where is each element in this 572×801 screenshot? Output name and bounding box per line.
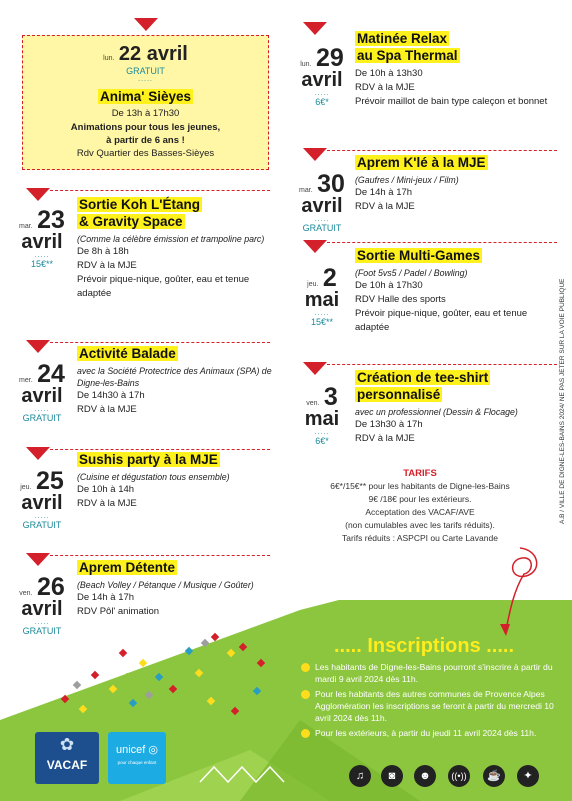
event-title: Matinée Relax: [357, 31, 448, 46]
red-triangle: [134, 18, 158, 31]
tarifs-section: [300, 467, 540, 545]
bullet-icon: [301, 729, 310, 738]
event-day-number: 23: [37, 206, 65, 234]
event-rdv: RDV à la MJE: [355, 201, 415, 212]
coffee-icon: ☕: [483, 765, 505, 787]
event-month: avril: [21, 598, 63, 620]
inscription-item: [300, 727, 570, 739]
date-block-24: [12, 362, 72, 423]
event-title: Aprem Détente: [79, 560, 176, 575]
event-subtitle: (Cuisine et dégustation tous ensemble): [77, 472, 230, 482]
event-title: Aprem K'lé à la MJE: [357, 155, 486, 170]
event-time: De 14h30 à 17h: [77, 390, 145, 401]
credit-line: [559, 224, 569, 524]
event-subtitle: avec la Société Protectrice des Animaux (SPA) de Digne-les-Bains: [77, 366, 272, 388]
event-title: Activité Balade: [79, 346, 176, 361]
event-month: avril: [21, 492, 63, 514]
event-time: De 13h à 17h30: [111, 108, 180, 119]
group-icon: ☻: [414, 765, 436, 787]
event-price: 15€**: [310, 317, 334, 327]
event-price: GRATUIT: [22, 413, 62, 423]
event-rdv: Rdv Quartier des Basses-Sièyes: [76, 148, 215, 159]
event-price: 6€*: [315, 97, 329, 107]
event-title: Sortie Koh L'Étang: [79, 197, 200, 212]
tarifs-line-3: Acceptation des VACAF/AVE: [365, 507, 475, 517]
event-rdv: RDV à la MJE: [355, 433, 415, 444]
red-triangle: [303, 148, 327, 161]
divider-line: [327, 150, 557, 151]
inscription-text: Pour les extérieurs, à partir du jeudi 11 avril 2024 dès 11h.: [315, 728, 537, 738]
date-block-23: [12, 208, 72, 269]
red-triangle: [26, 447, 50, 460]
unicef-globe-icon: ◎: [148, 744, 159, 756]
inscriptions-title: ..... Inscriptions .....: [334, 635, 515, 657]
event-body-30: [355, 155, 560, 214]
event-rdv: RDV à la MJE: [77, 498, 137, 509]
red-triangle: [26, 340, 50, 353]
event-desc-2: à partir de 6 ans !: [106, 135, 185, 146]
event-rdv: RDV à la MJE: [77, 260, 137, 271]
event-body-2: [355, 248, 560, 335]
event-body-3: [355, 370, 560, 446]
gaming-icon: ✦: [517, 765, 539, 787]
event-anima-sieyes: [22, 35, 269, 170]
dots-divider: .....: [314, 90, 330, 97]
unicef-tagline: pour chaque enfant: [117, 760, 157, 765]
event-time: De 8h à 18h: [77, 246, 129, 257]
event-month: avril: [21, 385, 63, 407]
event-subtitle: (Gaufres / Mini-jeux / Film): [355, 175, 459, 185]
event-month: mai: [304, 289, 340, 311]
event-time: De 14h à 17h: [355, 187, 413, 198]
event-day-number: 26: [36, 573, 65, 601]
event-day: jeu.: [307, 281, 319, 288]
divider-line: [327, 242, 557, 243]
event-title-line2: personnalisé: [357, 387, 441, 402]
date-block-3: [292, 385, 352, 446]
red-triangle: [303, 240, 327, 253]
event-body-23: [77, 197, 272, 301]
music-icon: ♫: [349, 765, 371, 787]
date-block-26: [12, 575, 72, 636]
event-day: mer.: [19, 377, 33, 384]
red-triangle: [303, 362, 327, 375]
vacaf-emblem-icon: ✿: [59, 735, 75, 754]
red-triangle: [26, 188, 50, 201]
vacaf-label: VACAF: [46, 758, 88, 772]
event-day: lun.: [103, 55, 115, 62]
event-desc-1: Animations pour tous les jeunes,: [70, 122, 221, 133]
event-price: 15€**: [30, 259, 54, 269]
bullet-icon: [301, 690, 310, 699]
event-rdv: RDV Pôl' animation: [77, 606, 160, 617]
event-day-number: 3: [323, 383, 338, 411]
event-date: 22 avril: [118, 43, 188, 65]
dots-divider: .....: [34, 513, 50, 520]
event-day-number: 30: [317, 170, 345, 198]
event-day: ven.: [306, 400, 320, 407]
event-title-line2: au Spa Thermal: [357, 48, 458, 63]
inscription-item: [300, 688, 570, 724]
date-block-25: [12, 469, 72, 530]
inscriptions-section: [300, 635, 570, 739]
event-subtitle: avec un professionnel (Dessin & Flocage): [355, 407, 518, 417]
dots-divider: .....: [314, 310, 330, 317]
event-title-line2: & Gravity Space: [79, 214, 183, 229]
event-month: avril: [21, 231, 63, 253]
dots-divider: .....: [314, 216, 330, 223]
event-time: De 10h à 14h: [77, 484, 135, 495]
event-rdv: RDV Halle des sports: [355, 294, 446, 305]
date-block-2: [292, 266, 352, 327]
vacaf-logo: [35, 732, 99, 784]
event-month: mai: [304, 408, 340, 430]
bullet-icon: [301, 663, 310, 672]
dots-divider: .....: [34, 406, 50, 413]
tarifs-line-5: Tarifs réduits : ASPCPI ou Carte Lavande: [342, 533, 498, 543]
event-body-25: [77, 452, 272, 511]
tarifs-line-1: 6€*/15€** pour les habitants de Digne-les-Bains: [330, 481, 510, 491]
divider-line: [50, 342, 270, 343]
divider-line: [50, 190, 270, 191]
event-body-26: [77, 560, 272, 619]
event-title: Création de tee-shirt: [357, 370, 489, 385]
red-triangle: [303, 22, 327, 35]
event-note: Prévoir maillot de bain type caleçon et bonnet: [355, 96, 548, 107]
event-time: De 10h à 17h30: [355, 280, 423, 291]
event-body-29: [355, 31, 560, 109]
event-day-number: 25: [35, 467, 64, 495]
event-day: mar.: [19, 223, 33, 230]
tarifs-line-4: (non cumulables avec les tarifs réduits).: [345, 520, 495, 530]
spiral-decoration: [470, 540, 550, 640]
red-triangle: [26, 553, 50, 566]
wifi-icon: ((•)): [448, 765, 470, 787]
event-price: GRATUIT: [22, 626, 62, 636]
event-rdv: RDV à la MJE: [77, 404, 137, 415]
event-price: GRATUIT: [126, 66, 165, 76]
divider-line: [50, 555, 270, 556]
event-subtitle: (Beach Volley / Pétanque / Musique / Goûter): [77, 580, 254, 590]
event-day: mar.: [299, 187, 313, 194]
inscription-text: Pour les habitants des autres communes de Provence Alpes Agglomération les inscriptions se feront à partir du mercredi 10 avril 2024 dès 11h.: [315, 689, 554, 723]
date-block-29: [292, 46, 352, 107]
event-time: De 14h à 17h: [77, 592, 135, 603]
event-day-number: 24: [37, 360, 65, 388]
event-month: avril: [301, 69, 343, 91]
date-block-30: [292, 172, 352, 233]
event-note: Prévoir pique-nique, goûter, eau et tenue adaptée: [77, 274, 250, 299]
event-day-number: 2: [322, 264, 337, 292]
event-day: jeu.: [20, 484, 32, 491]
event-time: De 10h à 13h30: [355, 68, 423, 79]
event-note: Prévoir pique-nique, goûter, eau et tenue adaptée: [355, 308, 528, 333]
inscription-text: Les habitants de Digne-les-Bains pourront s'inscrire à partir du mardi 9 avril 2024 dès 11h.: [315, 662, 553, 684]
event-rdv: RDV à la MJE: [355, 82, 415, 93]
unicef-logo: [108, 732, 166, 784]
event-price: 6€*: [315, 436, 329, 446]
event-day: ven.: [19, 590, 33, 597]
event-title: Sortie Multi-Games: [357, 248, 481, 263]
tarifs-heading: TARIFS: [403, 468, 437, 479]
divider-line: [327, 364, 557, 365]
event-day: lun.: [300, 61, 312, 68]
event-body-24: [77, 346, 272, 417]
event-subtitle: (Comme la célèbre émission et trampoline parc): [77, 234, 265, 244]
snack-icon: ◙: [381, 765, 403, 787]
event-time: De 13h30 à 17h: [355, 419, 423, 430]
tarifs-line-2: 9€ /18€ pour les extérieurs.: [368, 494, 472, 504]
event-price: GRATUIT: [22, 520, 62, 530]
unicef-label: unicef: [115, 744, 146, 756]
event-title: Anima' Sièyes: [99, 89, 191, 104]
dots-divider: .....: [34, 619, 50, 626]
event-title: Sushis party à la MJE: [79, 452, 218, 467]
event-price: GRATUIT: [302, 223, 342, 233]
dots-divider: .....: [314, 429, 330, 436]
dots-divider: .....: [138, 76, 153, 83]
inscription-item: [300, 661, 570, 685]
event-month: avril: [301, 195, 343, 217]
event-subtitle: (Foot 5vs5 / Padel / Bowling): [355, 268, 468, 278]
dots-divider: .....: [34, 252, 50, 259]
event-day-number: 29: [315, 44, 344, 72]
divider-line: [50, 449, 270, 450]
credit-text: A.B / VILLE DE DIGNE-LES-BAINS 2024/ NE PAS JETER SUR LA VOIE PUBLIQUE: [559, 278, 566, 524]
